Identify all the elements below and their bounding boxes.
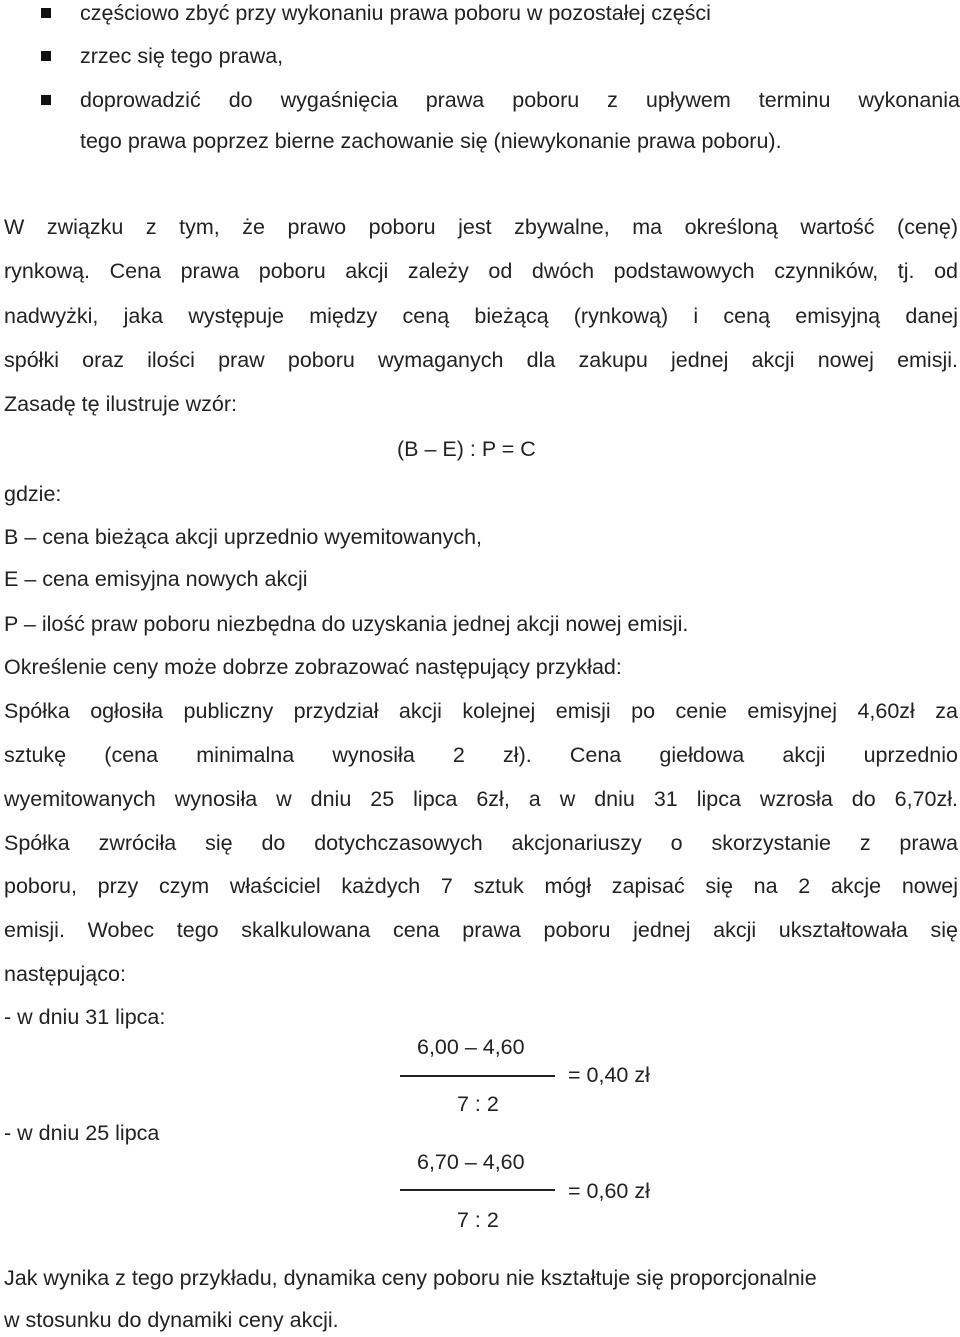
paragraph-line: W związku z tym, że prawo poboru jest zbywalne, ma określoną wartość (cenę) <box>4 215 958 239</box>
fraction-bar <box>400 1189 555 1191</box>
bullet-icon <box>41 51 51 61</box>
calc-denominator: 7 : 2 <box>457 1208 499 1232</box>
paragraph-line: Spółka zwróciła się do dotychczasowych akcjonariuszy o skorzystanie z prawa <box>4 831 958 855</box>
definition-line: B – cena bieżąca akcji uprzednio wyemitowanych, <box>4 525 483 549</box>
paragraph-line: poboru, przy czym właściciel każdych 7 sztuk mógł zapisać się na 2 akcje nowej <box>4 874 958 898</box>
calc-numerator: 6,70 – 4,60 <box>417 1150 525 1174</box>
calc-denominator: 7 : 2 <box>457 1092 499 1116</box>
paragraph-line: nadwyżki, jaka występuje między ceną bieżącą (rynkową) i ceną emisyjną danej <box>4 304 958 328</box>
conclusion-line: w stosunku do dynamiki ceny akcji. <box>4 1308 339 1332</box>
paragraph-line: Spółka ogłosiła publiczny przydział akcji kolejnej emisji po cenie emisyjnej 4,60zł za <box>4 699 958 723</box>
bullet-item: doprowadzić do wygaśnięcia prawa poboru z upływem terminu wykonania <box>80 88 960 112</box>
calc-result: = 0,60 zł <box>568 1179 650 1203</box>
bullet-item: zrzec się tego prawa, <box>80 44 284 68</box>
definition-line: E – cena emisyjna nowych akcji <box>4 567 308 591</box>
paragraph-line: emisji. Wobec tego skalkulowana cena prawa poboru jednej akcji ukształtowała się <box>4 918 958 942</box>
definition-line: P – ilość praw poboru niezbędna do uzyskania jednej akcji nowej emisji. <box>4 612 689 636</box>
formula: (B – E) : P = C <box>397 437 536 461</box>
bullet-item-continuation: tego prawa poprzez bierne zachowanie się (niewykonanie prawa poboru). <box>80 129 782 153</box>
paragraph-line: wyemitowanych wynosiła w dniu 25 lipca 6zł, a w dniu 31 lipca wzrosła do 6,70zł. <box>4 787 958 811</box>
conclusion-line: Jak wynika z tego przykładu, dynamika ceny poboru nie kształtuje się proporcjonalnie <box>4 1266 817 1290</box>
calc-result: = 0,40 zł <box>568 1063 650 1087</box>
bullet-icon <box>41 8 51 18</box>
calc-label: - w dniu 31 lipca: <box>4 1005 166 1029</box>
calc-label: - w dniu 25 lipca <box>4 1121 160 1145</box>
calc-numerator: 6,00 – 4,60 <box>417 1035 525 1059</box>
where-label: gdzie: <box>4 482 62 506</box>
fraction-bar <box>400 1075 555 1077</box>
paragraph-line: sztukę (cena minimalna wynosiła 2 zł). Cena giełdowa akcji uprzednio <box>4 743 958 767</box>
bullet-item: częściowo zbyć przy wykonaniu prawa poboru w pozostałej części <box>80 1 711 25</box>
paragraph-line: Zasadę tę ilustruje wzór: <box>4 392 238 416</box>
paragraph-line: Określenie ceny może dobrze zobrazować następujący przykład: <box>4 655 622 679</box>
paragraph-line: następująco: <box>4 962 126 986</box>
bullet-icon <box>41 95 51 105</box>
paragraph-line: spółki oraz ilości praw poboru wymaganych dla zakupu jednej akcji nowej emisji. <box>4 348 958 372</box>
paragraph-line: rynkową. Cena prawa poboru akcji zależy od dwóch podstawowych czynników, tj. od <box>4 259 958 283</box>
